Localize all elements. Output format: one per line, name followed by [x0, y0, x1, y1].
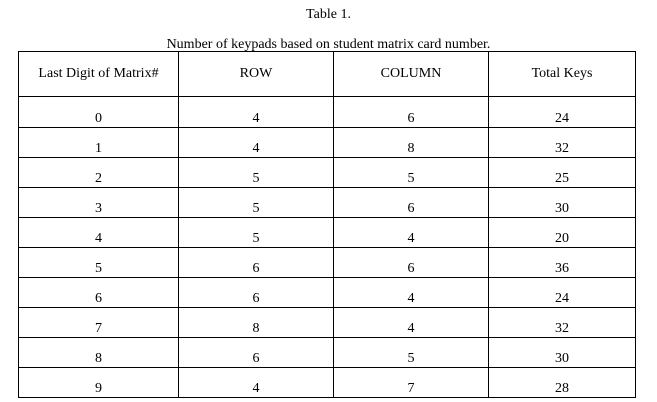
header-total-keys: Total Keys — [489, 52, 636, 97]
table-caption: Number of keypads based on student matrix card number. — [166, 37, 491, 52]
cell-row-count: 6 — [179, 278, 334, 308]
cell-total-keys: 24 — [489, 97, 636, 128]
table-row — [19, 278, 636, 308]
cell-column-count: 5 — [334, 158, 489, 188]
cell-last-digit: 5 — [19, 248, 179, 278]
cell-row-count: 6 — [179, 248, 334, 278]
cell-total-keys: 32 — [489, 128, 636, 158]
cell-total-keys: 30 — [489, 188, 636, 218]
cell-total-keys: 32 — [489, 308, 636, 338]
header-column-count: COLUMN — [334, 52, 489, 97]
cell-last-digit: 6 — [19, 278, 179, 308]
cell-row-count: 5 — [179, 218, 334, 248]
cell-row-count: 4 — [179, 97, 334, 128]
table-row — [19, 368, 636, 398]
cell-column-count: 6 — [334, 188, 489, 218]
cell-total-keys: 36 — [489, 248, 636, 278]
cell-last-digit: 4 — [19, 218, 179, 248]
cell-last-digit: 0 — [19, 97, 179, 128]
cell-total-keys: 24 — [489, 278, 636, 308]
header-row-count: ROW — [179, 52, 334, 97]
table-row — [19, 158, 636, 188]
cell-total-keys: 28 — [489, 368, 636, 398]
cell-row-count: 5 — [179, 158, 334, 188]
table-row — [19, 338, 636, 368]
table-row — [19, 218, 636, 248]
table-number: Table 1. — [306, 7, 351, 22]
cell-last-digit: 2 — [19, 158, 179, 188]
cell-column-count: 6 — [334, 97, 489, 128]
table-row — [19, 188, 636, 218]
cell-last-digit: 7 — [19, 308, 179, 338]
cell-row-count: 4 — [179, 368, 334, 398]
cell-row-count: 6 — [179, 338, 334, 368]
table-row — [19, 308, 636, 338]
cell-total-keys: 20 — [489, 218, 636, 248]
cell-last-digit: 8 — [19, 338, 179, 368]
table-row — [19, 97, 636, 128]
cell-total-keys: 30 — [489, 338, 636, 368]
cell-column-count: 7 — [334, 368, 489, 398]
header-row — [19, 52, 636, 97]
cell-last-digit: 1 — [19, 128, 179, 158]
cell-last-digit: 3 — [19, 188, 179, 218]
cell-column-count: 8 — [334, 128, 489, 158]
header-last-digit: Last Digit of Matrix# — [19, 52, 179, 97]
cell-column-count: 5 — [334, 338, 489, 368]
table-row — [19, 248, 636, 278]
cell-column-count: 4 — [334, 278, 489, 308]
table-row — [19, 128, 636, 158]
table-header — [19, 52, 636, 97]
table-body — [19, 97, 636, 398]
cell-last-digit: 9 — [19, 368, 179, 398]
cell-column-count: 4 — [334, 218, 489, 248]
cell-row-count: 5 — [179, 188, 334, 218]
cell-column-count: 4 — [334, 308, 489, 338]
keypad-table — [18, 51, 636, 398]
cell-row-count: 8 — [179, 308, 334, 338]
cell-row-count: 4 — [179, 128, 334, 158]
cell-total-keys: 25 — [489, 158, 636, 188]
cell-column-count: 6 — [334, 248, 489, 278]
